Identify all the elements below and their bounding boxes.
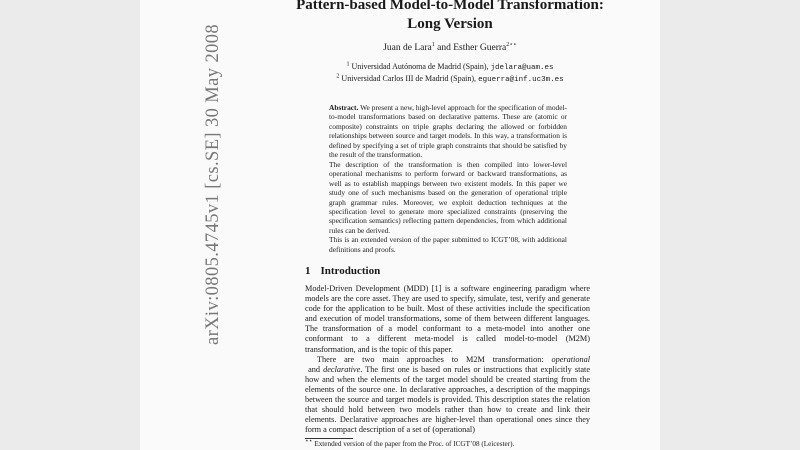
section-heading: [305, 265, 380, 277]
affiliation-1-email[interactable]: jdelara@uam.es: [490, 64, 554, 72]
author-list: [290, 43, 610, 53]
affiliations: [300, 62, 600, 85]
affiliation-1: [300, 62, 600, 74]
abstract-paragraph-3: This is an extended version of the paper submitted to ICGT’08, with additional definitions and proofs.: [329, 235, 567, 254]
section-title: Introduction: [320, 265, 381, 277]
author-1-mark: 1: [431, 41, 435, 48]
term-declarative: declarative: [323, 364, 361, 374]
affiliation-1-name: Universidad Autónoma de Madrid (Spain),: [351, 62, 489, 71]
arxiv-identifier[interactable]: arXiv:0805.4745v1 [cs.SE] 30 May 2008: [203, 23, 223, 345]
footnote-mark: ⋆⋆: [305, 438, 313, 445]
affiliation-1-mark: 1: [346, 61, 350, 68]
affiliation-2-name: Universidad Carlos III de Madrid (Spain),: [341, 73, 477, 83]
author-2: Esther Guerra: [453, 43, 507, 53]
intro-p2-and: and: [305, 364, 324, 374]
intro-p2-lead: There are two main approaches to M2M transformation:: [317, 354, 552, 364]
intro-paragraph-1: Model-Driven Development (MDD) [1] is a software engineering paradigm where models are the core asset. They are used to specify, simulate, test, verify and generate code for the application to be built. Most of these activities include the specification and execution of model transformations, some of them between different languages. The transformation of a model conformant to a meta-model into another one conformant to a different meta-model is called model-to-model (M2M) transformation, and is the topic of this paper.: [305, 284, 590, 354]
footnote: [305, 440, 514, 448]
title-line-1: Pattern-based Model-to-Model Transformation:: [296, 0, 604, 13]
affiliation-2: [300, 74, 600, 86]
introduction-body: [305, 284, 590, 435]
author-1: Juan de Lara: [383, 43, 432, 53]
abstract-label: Abstract.: [329, 103, 359, 112]
section-number: 1: [305, 265, 311, 277]
paper-title: [290, 0, 610, 34]
title-line-2: Long Version: [407, 16, 493, 32]
intro-p2-rest: . The first one is based on rules or instructions that explicitly state how and when the elements of the target model should be created starting from the elements of the source one. In declarative approaches, a description of the mappings between the source and target models is provided. This description states the relation that should hold between two models rather than how to create and link their elements. Declarative approaches are higher-level than operational ones since they form a compact description of a set of (operational): [305, 364, 590, 435]
term-operational: operational: [551, 354, 590, 364]
affiliation-2-mark: 2: [336, 72, 340, 79]
author-2-mark: 2⋆⋆: [506, 41, 517, 48]
author-conjunction: and: [434, 43, 454, 53]
affiliation-2-email[interactable]: eguerra@inf.uc3m.es: [478, 75, 564, 84]
abstract: [329, 103, 567, 254]
abstract-paragraph-2: The description of the transformation is then compiled into lower-level operational mechanisms to perform forward or backward transformations, as well as to establish mappings between two existent models. In this paper we study one of such mechanisms based on the generation of operational triple graph grammar rules. Moreover, we exploit deduction techniques at the specification level to generate more specialized constraints (preserving the specification semantics) reflecting pattern dependencies, from which additional rules can be derived.: [329, 159, 567, 235]
abstract-text-1: We present a new, high-level approach for the specification of model-to-model transformations based on declarative patterns. These are (atomic or composite) constraints on triple graphs declaring the allowed or forbidden relationships between source and target models. In this way, a transformation is defined by specifying a set of triple graph constraints that should be satisfied by the result of the transformation.: [329, 103, 568, 160]
abstract-paragraph-1: [329, 103, 567, 160]
footnote-text: Extended version of the paper from the Proc. of ICGT’08 (Leicester).: [312, 440, 515, 448]
intro-paragraph-2: [305, 355, 590, 436]
